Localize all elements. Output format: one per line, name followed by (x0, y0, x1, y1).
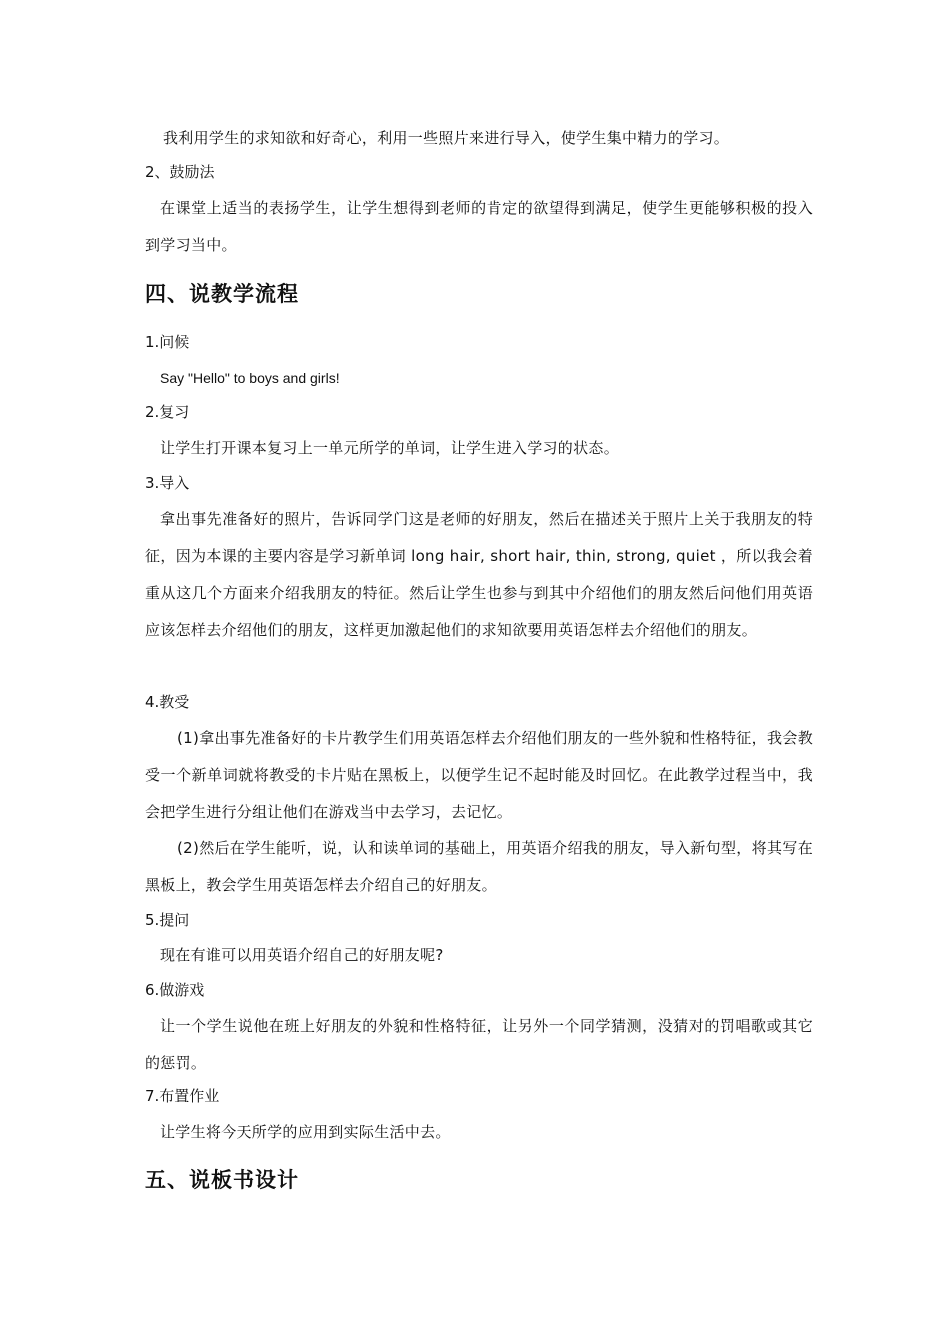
section-heading-teaching-process: 四、说教学流程 (145, 282, 299, 306)
paragraph-say-hello: Say "Hello" to boys and girls! (160, 370, 340, 386)
paragraph-questioning: 现在有谁可以用英语介绍自己的好朋友呢? (160, 946, 444, 964)
paragraph-homework: 让学生将今天所学的应用到实际生活中去。 (160, 1123, 451, 1141)
item-encourage-method: 2、鼓励法 (145, 163, 215, 181)
step-greeting: 1.问候 (145, 333, 190, 351)
paragraph-encourage: 在课堂上适当的表扬学生，让学生想得到老师的肯定的欲望得到满足，使学生更能够积极的投入到学习当中。 (145, 199, 813, 254)
paragraph-review: 让学生打开课本复习上一单元所学的单词，让学生进入学习的状态。 (160, 439, 620, 457)
step-teaching: 4.教受 (145, 693, 190, 711)
paragraph-photo-intro: 我利用学生的求知欲和好奇心，利用一些照片来进行导入，使学生集中精力的学习。 (163, 129, 730, 147)
step-review: 2.复习 (145, 403, 190, 421)
paragraph-lead-in: 拿出事先准备好的照片，告诉同学门这是老师的好朋友，然后在描述关于照片上关于我朋友的特征，因为本课的主要内容是学习新单词 long hair, short hair, thin, strong, quiet ，所以我会着重从这几个方面来介绍我朋友的特征。然后让学生也参与到其中介绍他们的朋友然后问他们用英语应该怎样去介绍他们的朋友，这样更加激起他们的求知欲要用英语怎样去介绍他们的朋友。 (145, 510, 813, 639)
paragraph-teaching-2: (2)然后在学生能听，说，认和读单词的基础上，用英语介绍我的朋友，导入新句型，将其写在黑板上，教会学生用英语怎样去介绍自己的好朋友。 (145, 839, 813, 894)
paragraph-teaching-1: (1)拿出事先准备好的卡片教学生们用英语怎样去介绍他们朋友的一些外貌和性格特征，我会教受一个新单词就将教受的卡片贴在黑板上，以便学生记不起时能及时回忆。在此教学过程当中，我会把学生进行分组让他们在游戏当中去学习，去记忆。 (145, 729, 813, 821)
section-heading-board-design: 五、说板书设计 (145, 1168, 299, 1192)
step-homework: 7.布置作业 (145, 1087, 220, 1105)
paragraph-game: 让一个学生说他在班上好朋友的外貌和性格特征，让另外一个同学猜测，没猜对的罚唱歌或其它的惩罚。 (145, 1017, 813, 1072)
step-lead-in: 3.导入 (145, 474, 190, 492)
step-game: 6.做游戏 (145, 981, 205, 999)
step-questioning: 5.提问 (145, 911, 190, 929)
